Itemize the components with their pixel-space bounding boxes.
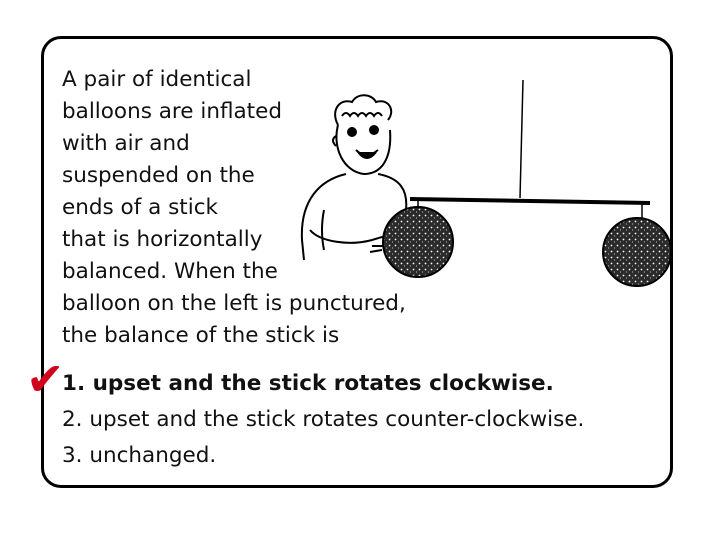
question-line: ends of a stick [62, 195, 218, 220]
question-line: A pair of identical [62, 67, 252, 92]
correct-answer-check-icon: ✔ [26, 352, 65, 406]
question-line: that is horizontally [62, 227, 263, 252]
answer-option-1[interactable]: 1. upset and the stick rotates clockwise. [62, 371, 554, 396]
balance-stick-icon [410, 80, 650, 220]
question-line: with air and [62, 131, 190, 156]
question-line: the balance of the stick is [62, 323, 340, 348]
question-line: balloon on the left is punctured, [62, 291, 406, 316]
answer-option-3[interactable]: 3. unchanged. [62, 443, 217, 468]
answer-options [62, 366, 682, 474]
question-line: balanced. When the [62, 259, 278, 284]
balloon-left-icon [383, 207, 453, 277]
balance-illustration [280, 70, 680, 300]
answer-option-2[interactable]: 2. upset and the stick rotates counter-clockwise. [62, 407, 585, 432]
question-line: suspended on the [62, 163, 255, 188]
question-line: balloons are inflated [62, 99, 282, 124]
balloon-right-icon [603, 218, 671, 286]
